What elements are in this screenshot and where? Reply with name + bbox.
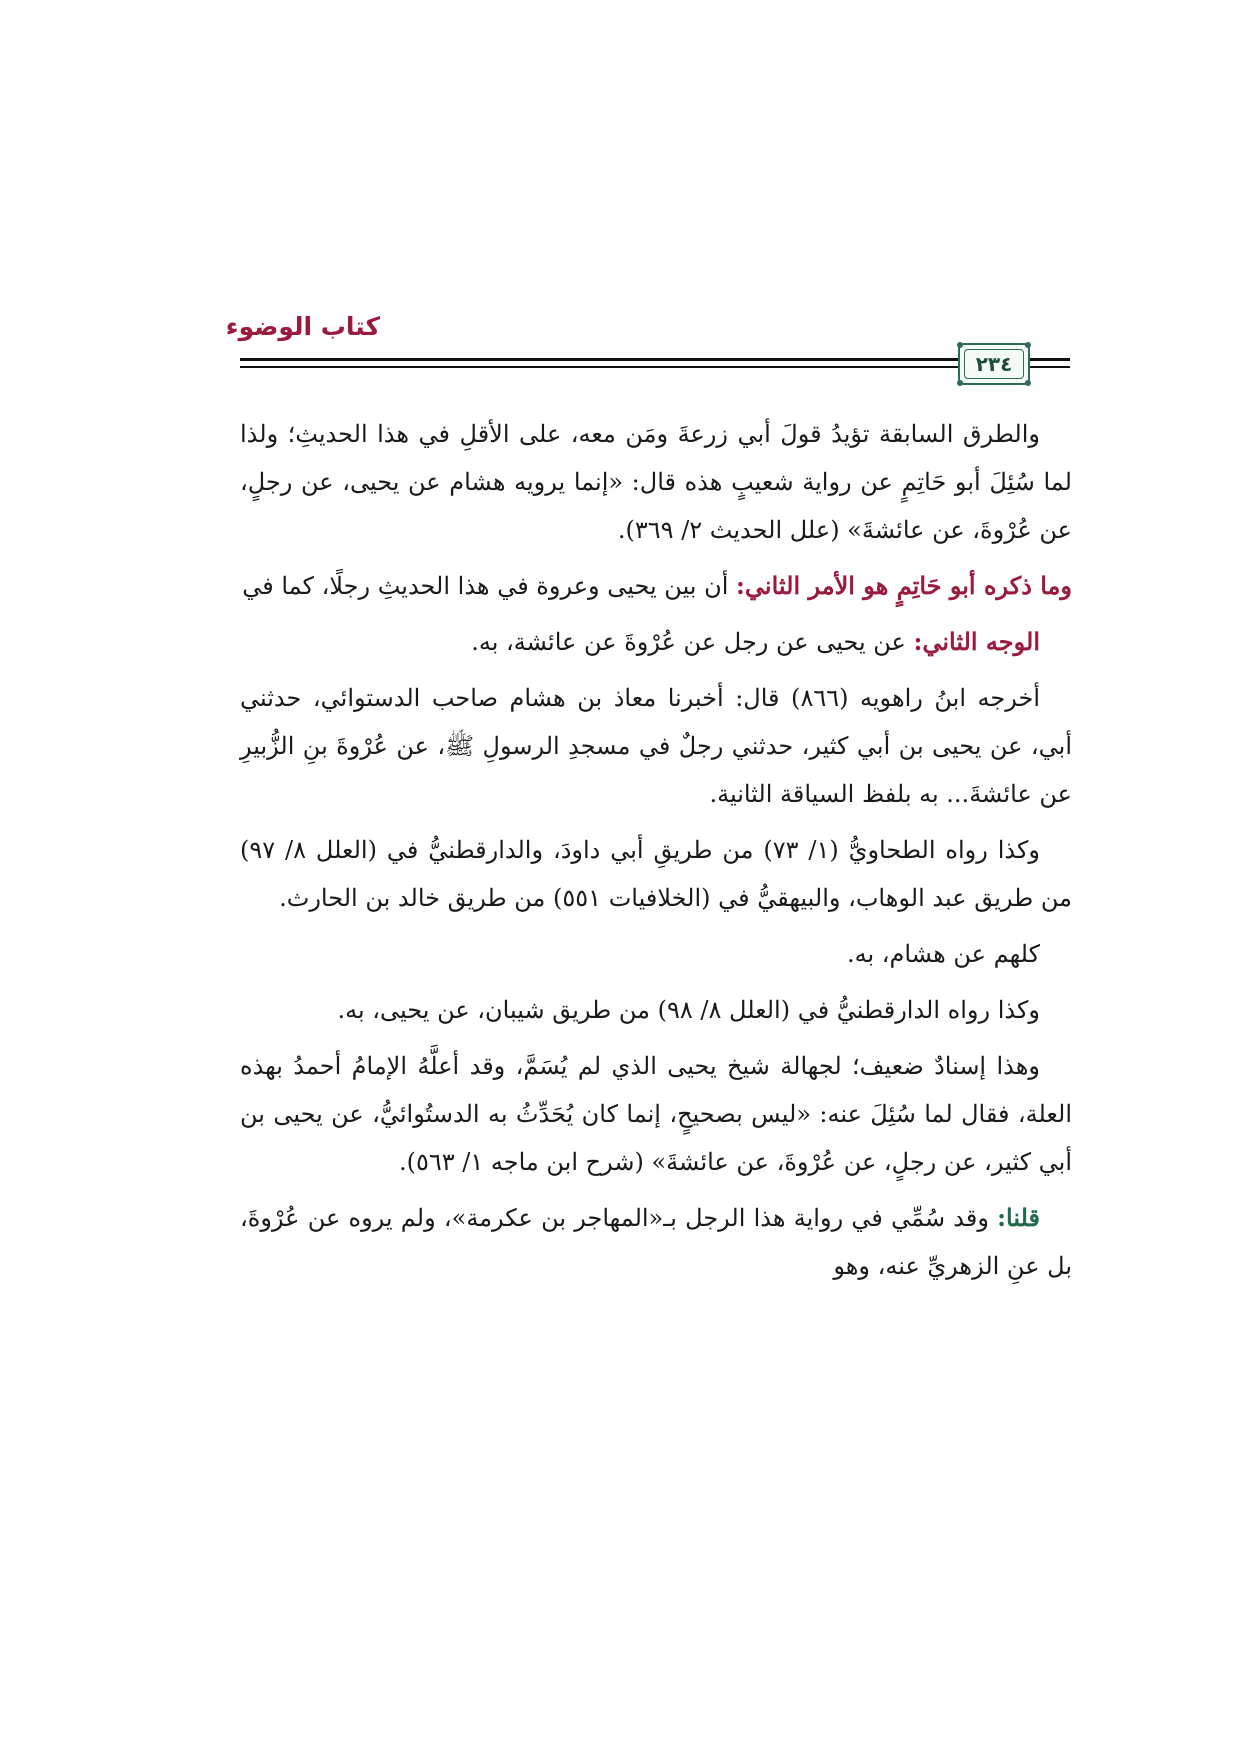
- paragraph-lead: الوجه الثاني:: [913, 627, 1040, 656]
- page-number-badge: [958, 343, 1030, 385]
- book-title: كتاب الوضوء: [225, 312, 380, 341]
- paragraph-lead: وما ذكره أبو حَاتِمٍ هو الأمر الثاني:: [736, 571, 1072, 600]
- paragraph: وهذا إسنادٌ ضعيف؛ لجهالة شيخ يحيى الذي لم يُسَمَّ، وقد أعلَّهُ الإمامُ أحمدُ بهذه العلة، فقال لما سُئِلَ عنه: «ليس بصحيحٍ، إنما كان يُحَدِّثُ به الدستُوائيُّ، عن يحيى بن أبي كثير، عن رجلٍ، عن عُرْوةَ، عن عائشةَ» (شرح ابن ماجه ١/ ٥٦٣).: [240, 1052, 1072, 1176]
- ornament-dot-icon: [1025, 380, 1031, 386]
- header-rule-right-top: [1030, 358, 1070, 361]
- paragraph: وكذا رواه الدارقطنيُّ في (العلل ٨/ ٩٨) من طريق شيبان، عن يحيى، به.: [337, 996, 1040, 1024]
- paragraph: وكذا رواه الطحاويُّ (١/ ٧٣) من طريقِ أبي داودَ، والدارقطنيُّ في (العلل ٨/ ٩٧) من طريق عبد الوهاب، والبيهقيُّ في (الخلافيات ٥٥١) من طريق خالد بن الحارث.: [240, 836, 1072, 912]
- paragraph: كلهم عن هشام، به.: [846, 940, 1040, 968]
- header-rule-bottom: [240, 366, 960, 368]
- paragraph: الوجه الثاني: عن يحيى عن رجل عن عُرْوةَ عن عائشة، به.: [471, 627, 1040, 656]
- paragraph-lead: قلنا:: [997, 1203, 1040, 1232]
- paragraph: قلنا: وقد سُمِّي في رواية هذا الرجل بـ«المهاجر بن عكرمة»، ولم يروه عن عُرْوةَ، بل عنِ الزهريِّ عنه، وهو: [240, 1203, 1072, 1280]
- page-number: ٢٣٤: [964, 349, 1024, 379]
- ornament-dot-icon: [1025, 342, 1031, 348]
- header-rule-right-bottom: [1030, 366, 1070, 368]
- ornament-dot-icon: [957, 380, 963, 386]
- paragraph: والطرق السابقة تؤيدُ قولَ أبي زرعةَ ومَن معه، على الأقلِ في هذا الحديثِ؛ ولذا لما سُئِلَ أبو حَاتِمٍ عن رواية شعيبٍ هذه قال: «إنما يرويه هشام عن يحيى، عن رجلٍ، عن عُرْوةَ، عن عائشةَ» (علل الحديث ٢/ ٣٦٩).: [240, 420, 1072, 544]
- body-text: [240, 410, 1072, 1298]
- paragraph: وما ذكره أبو حَاتِمٍ هو الأمر الثاني: أن بين يحيى وعروة في هذا الحديثِ رجلًا، كما في: [242, 571, 1072, 600]
- paragraph: أخرجه ابنُ راهويه (٨٦٦) قال: أخبرنا معاذ بن هشام صاحب الدستوائي، حدثني أبي، عن يحيى بن أبي كثير، حدثني رجلٌ في مسجدِ الرسولِ ﷺ، عن عُرْوةَ بنِ الزُّبيرِ عن عائشةَ... به بلفظ السياقة الثانية.: [240, 684, 1072, 808]
- ornament-dot-icon: [957, 342, 963, 348]
- header-rule-top: [240, 358, 960, 361]
